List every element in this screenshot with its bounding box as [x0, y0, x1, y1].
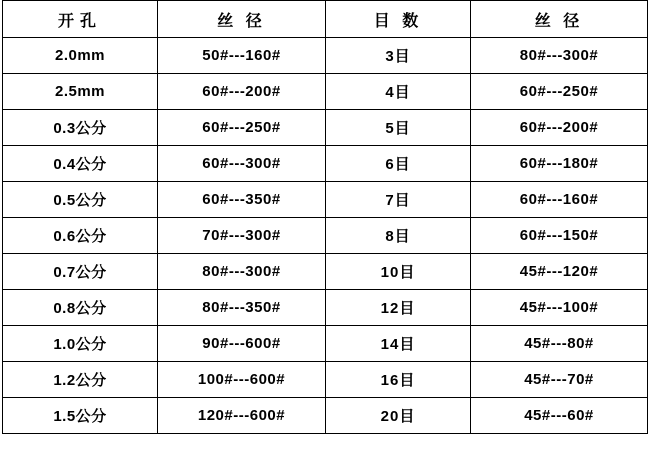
cell-hole-size: 2.0mm — [3, 38, 158, 74]
cell-hole-size: 1.0公分 — [3, 326, 158, 362]
cell-wire-2: 60#---250# — [471, 74, 648, 110]
table-body — [3, 38, 648, 434]
cell-wire-1: 90#---600# — [158, 326, 326, 362]
cell-mesh-count: 12目 — [326, 290, 471, 326]
cell-hole-size: 1.2公分 — [3, 362, 158, 398]
cell-hole-size: 0.3公分 — [3, 110, 158, 146]
table-row — [3, 74, 648, 110]
table-row — [3, 146, 648, 182]
cell-mesh-count: 10目 — [326, 254, 471, 290]
cell-hole-size: 2.5mm — [3, 74, 158, 110]
table-row — [3, 110, 648, 146]
table-row — [3, 218, 648, 254]
cell-mesh-count: 14目 — [326, 326, 471, 362]
table-header-row — [3, 1, 648, 38]
cell-wire-1: 120#---600# — [158, 398, 326, 434]
cell-wire-2: 45#---70# — [471, 362, 648, 398]
cell-hole-size: 0.6公分 — [3, 218, 158, 254]
table-header — [3, 1, 648, 38]
table-row — [3, 326, 648, 362]
table-row — [3, 182, 648, 218]
table-row — [3, 38, 648, 74]
cell-mesh-count: 3目 — [326, 38, 471, 74]
cell-wire-1: 60#---250# — [158, 110, 326, 146]
column-header-wire-diameter-1: 丝 径 — [158, 1, 326, 38]
cell-mesh-count: 7目 — [326, 182, 471, 218]
cell-wire-2: 45#---60# — [471, 398, 648, 434]
cell-wire-2: 45#---120# — [471, 254, 648, 290]
cell-wire-2: 60#---180# — [471, 146, 648, 182]
cell-hole-size: 0.8公分 — [3, 290, 158, 326]
cell-wire-2: 45#---100# — [471, 290, 648, 326]
cell-wire-2: 60#---200# — [471, 110, 648, 146]
cell-wire-1: 50#---160# — [158, 38, 326, 74]
cell-wire-1: 70#---300# — [158, 218, 326, 254]
cell-hole-size: 0.5公分 — [3, 182, 158, 218]
cell-wire-2: 60#---160# — [471, 182, 648, 218]
cell-mesh-count: 5目 — [326, 110, 471, 146]
cell-hole-size: 0.7公分 — [3, 254, 158, 290]
cell-wire-2: 80#---300# — [471, 38, 648, 74]
cell-mesh-count: 4目 — [326, 74, 471, 110]
table-row — [3, 398, 648, 434]
table-row — [3, 290, 648, 326]
cell-mesh-count: 6目 — [326, 146, 471, 182]
cell-wire-1: 60#---350# — [158, 182, 326, 218]
cell-mesh-count: 8目 — [326, 218, 471, 254]
column-header-mesh-count: 目 数 — [326, 1, 471, 38]
cell-wire-1: 80#---300# — [158, 254, 326, 290]
table-row — [3, 254, 648, 290]
cell-hole-size: 0.4公分 — [3, 146, 158, 182]
cell-hole-size: 1.5公分 — [3, 398, 158, 434]
cell-wire-2: 45#---80# — [471, 326, 648, 362]
cell-mesh-count: 16目 — [326, 362, 471, 398]
specification-table — [2, 0, 648, 434]
cell-wire-1: 60#---300# — [158, 146, 326, 182]
cell-wire-1: 60#---200# — [158, 74, 326, 110]
cell-wire-2: 60#---150# — [471, 218, 648, 254]
column-header-wire-diameter-2: 丝 径 — [471, 1, 648, 38]
cell-wire-1: 100#---600# — [158, 362, 326, 398]
cell-wire-1: 80#---350# — [158, 290, 326, 326]
cell-mesh-count: 20目 — [326, 398, 471, 434]
column-header-hole-size: 开孔 — [3, 1, 158, 38]
table-row — [3, 362, 648, 398]
